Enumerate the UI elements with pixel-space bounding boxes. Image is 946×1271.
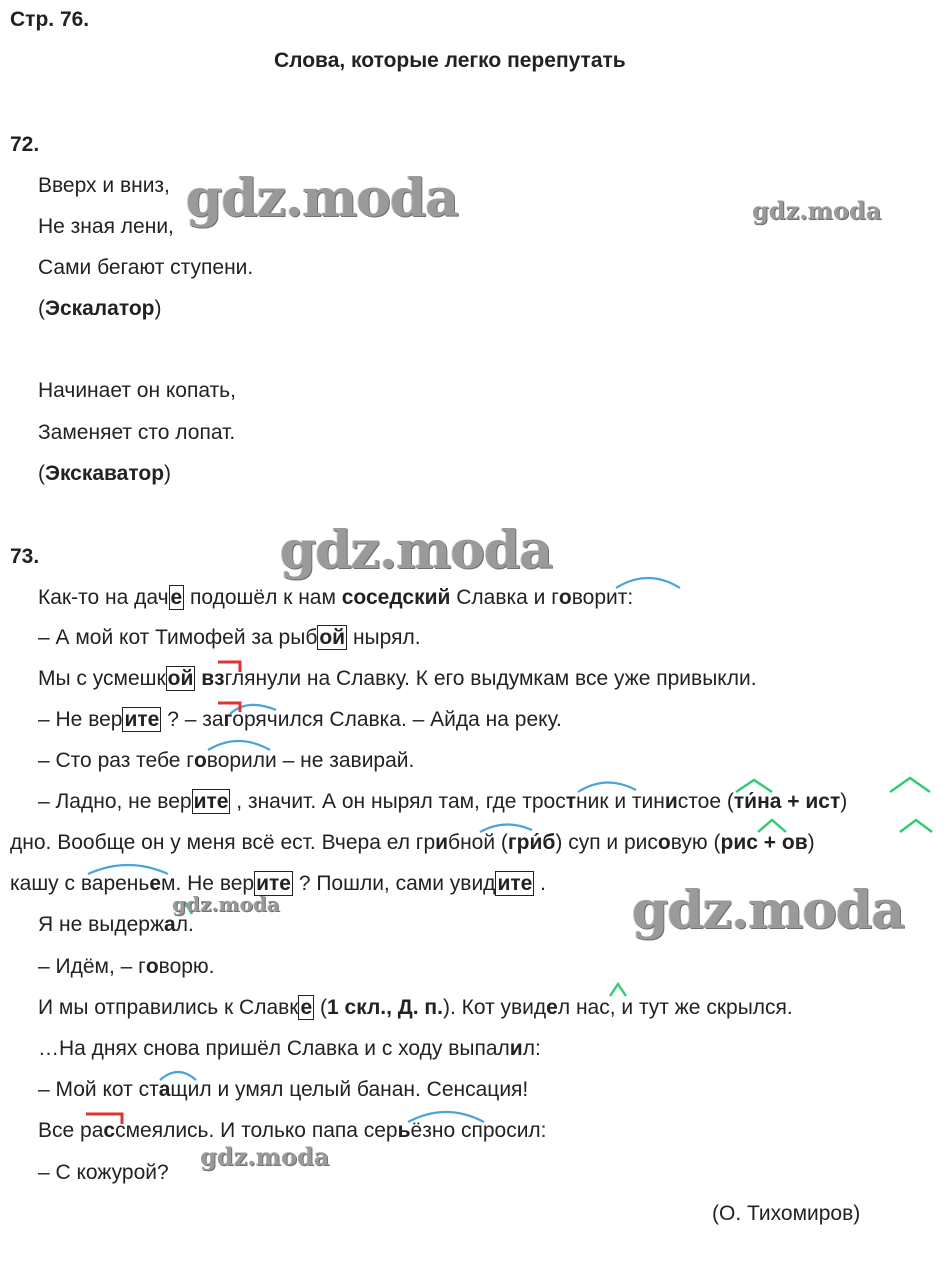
highlight-letter: ь: [397, 1119, 411, 1142]
highlight-letter: и: [509, 1037, 523, 1060]
root-arc: [480, 824, 532, 832]
riddle1-line1: Вверх и вниз,: [38, 174, 170, 197]
root-arcs: [88, 578, 680, 1122]
bold-word: соседский: [341, 586, 451, 609]
word-analysis: рис + ов: [720, 831, 808, 854]
riddle2-line1: Начинает он копать,: [38, 379, 236, 402]
prefix-bracket: [218, 703, 240, 712]
prefix-bracket: [218, 662, 240, 672]
watermark: gdz.moda: [186, 168, 459, 229]
riddle1-line3: Сами бегают ступени.: [38, 256, 254, 279]
suffix-caret: [610, 984, 626, 996]
story-line-4: – Не верите ? – загорячился Славка. – Айда на реку.: [38, 708, 562, 731]
author: (О. Тихомиров): [712, 1202, 861, 1225]
highlight-letter: а: [158, 1078, 171, 1101]
highlight-letter: о: [145, 955, 159, 978]
suffix-caret: [736, 780, 772, 792]
story-line-13: – Мой кот стащил и умял целый банан. Сенсация!: [38, 1078, 529, 1101]
suffix-caret: [890, 778, 930, 792]
story-line-5: – Сто раз тебе говорили – не завирай.: [38, 749, 415, 772]
page-label: Стр. 76.: [10, 8, 90, 31]
suffix-caret: [758, 820, 786, 832]
riddle1-answer: (Эскалатор): [38, 297, 162, 320]
riddle1-line2: Не зная лени,: [38, 215, 174, 238]
highlight-letter: е: [149, 872, 162, 895]
highlight-letter: и: [664, 790, 678, 813]
page-title: Слова, которые легко перепутать: [274, 49, 626, 72]
answer2-word: Экскаватор: [45, 462, 165, 485]
suffix-caret: [900, 820, 932, 832]
ending-box: ой: [167, 667, 194, 690]
highlight-letter: о: [193, 749, 207, 772]
story-line-12: …На днях снова пришёл Славка и с ходу выпалил:: [38, 1037, 541, 1060]
ending-box: ите: [124, 708, 160, 731]
ending-box: ите: [256, 872, 291, 895]
ending-box: е: [300, 996, 313, 1019]
watermark: gdz.moda: [632, 880, 905, 941]
prefix-bracket: [86, 1114, 122, 1124]
exercise-73-number: 73.: [10, 545, 40, 568]
story-line-10: – Идём, – говорю.: [38, 955, 215, 978]
ending-box: ите: [497, 872, 533, 895]
riddle2-answer: (Экскаватор): [38, 462, 172, 485]
word-analysis: гри́б: [507, 831, 556, 854]
root-arc: [230, 705, 276, 714]
story-line-14: Все рассмеялись. И только папа серьёзно спросил:: [38, 1119, 547, 1142]
watermark: gdz.moda: [280, 520, 553, 581]
watermark: gdz.moda: [200, 1142, 330, 1171]
answer1-word: Эскалатор: [45, 297, 155, 320]
story-line-7: дно. Вообще он у меня всё ест. Вчера ел грибной (гри́б) суп и рисовую (рис + ов): [10, 831, 815, 854]
case-note: 1 скл., Д. п.: [327, 996, 443, 1019]
highlight-letter: т: [565, 790, 576, 813]
root-arc: [616, 578, 680, 588]
ending-box: е: [170, 586, 183, 609]
story-line-6: – Ладно, не верите , значит. А он нырял там, где тростник и тинистое (ти́на + ист): [38, 790, 848, 813]
highlight-letter: и: [435, 831, 449, 854]
ending-box: ите: [193, 790, 229, 813]
story-line-11: И мы отправились к Славке (1 скл., Д. п.). Кот увидел нас, и тут же скрылся.: [38, 996, 793, 1019]
story-line-1: Как-то на даче подошёл к нам соседский Славка и говорит:: [38, 586, 634, 609]
root-arc: [208, 741, 270, 750]
exercise-72-number: 72.: [10, 133, 40, 156]
highlight-letter: с: [103, 1119, 116, 1142]
root-arc: [88, 865, 168, 874]
root-arc: [578, 782, 636, 792]
highlight-letter: а: [164, 913, 176, 936]
story-line-2: – А мой кот Тимофей за рыбой нырял.: [38, 626, 421, 649]
watermark: gdz.moda: [172, 892, 280, 916]
word-analysis: ти́на + ист: [733, 790, 841, 813]
highlight-letter: о: [657, 831, 671, 854]
highlight-letter: о: [558, 586, 572, 609]
root-arc: [160, 1072, 196, 1080]
highlight-prefix: вз: [201, 667, 225, 690]
root-arc: [408, 1112, 484, 1122]
highlight-letter: е: [546, 996, 558, 1019]
story-line-15: – С кожурой?: [38, 1161, 169, 1184]
story-line-8: кашу с вареньем. Не верите ? Пошли, сами увидите .: [10, 872, 546, 895]
watermark: gdz.moda: [752, 196, 882, 225]
story-line-9: Я не выдержал.: [38, 913, 194, 936]
riddle2-line2: Заменяет сто лопат.: [38, 421, 236, 444]
story-line-3: Мы с усмешкой взглянули на Славку. К его выдумкам все уже привыкли.: [38, 667, 757, 690]
ending-box: ой: [319, 626, 346, 649]
highlight-letter: г: [223, 708, 233, 731]
